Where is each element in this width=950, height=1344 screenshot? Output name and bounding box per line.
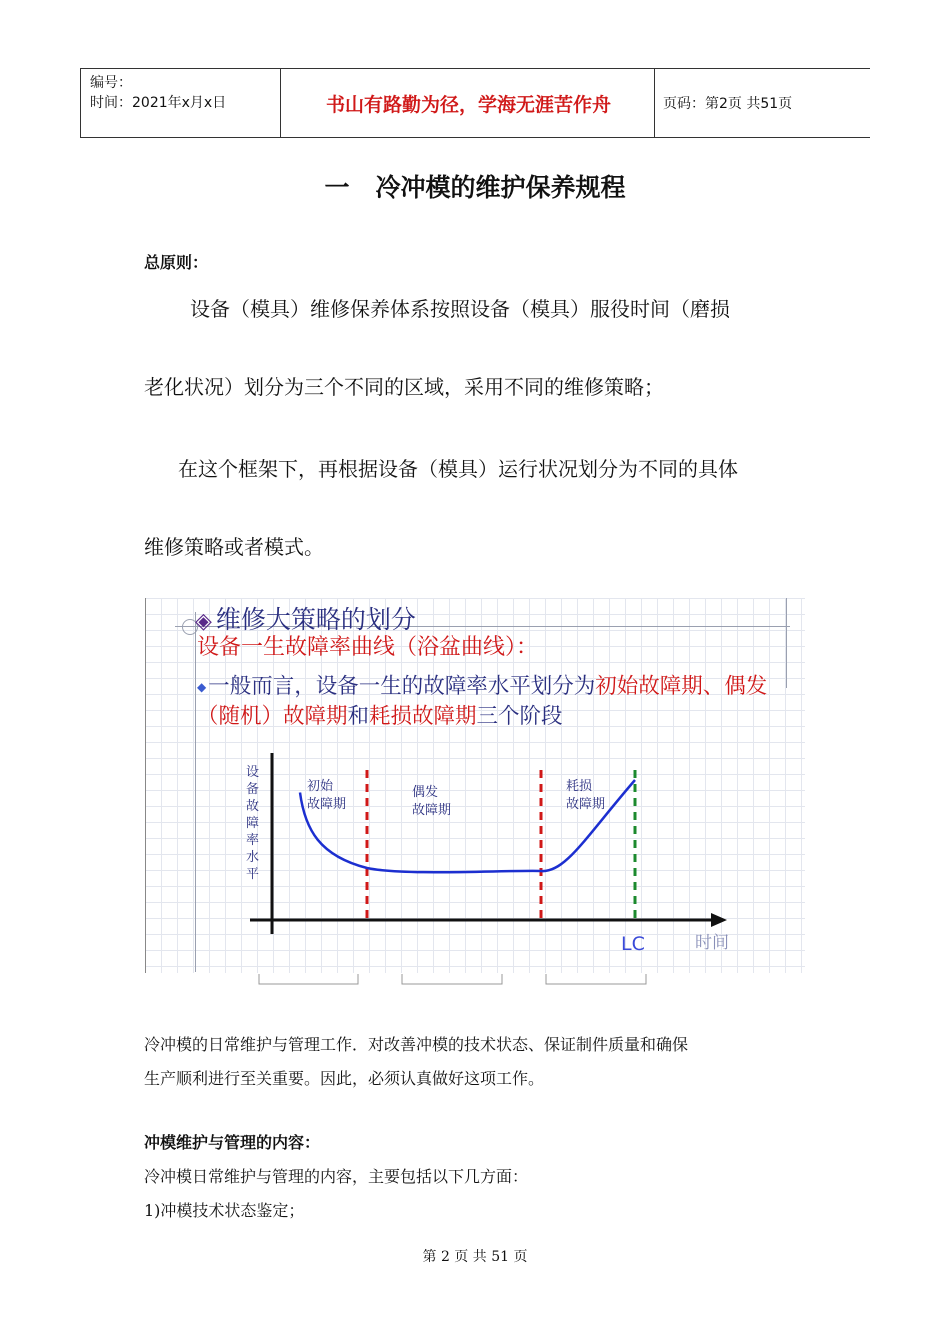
bathtub-curve-chart (145, 598, 805, 973)
principle-paragraph-1 (144, 270, 809, 426)
slide-text-a: 一般而言，设备一生的故障率水平划分为 (208, 674, 596, 699)
para2-line1: 在这个框架下，再根据设备（模具）运行状况划分为不同的具体 (178, 457, 738, 481)
content-line1: 冷冲模日常维护与管理的内容，主要包括以下几方面： (144, 1167, 529, 1186)
chart-y-label (246, 765, 259, 882)
y-label-char: 设 (246, 765, 260, 780)
region-label-wearout-2: 故障期 (566, 797, 606, 812)
header-page-label: 页码：第2页 共51页 (663, 96, 793, 112)
header-id-label: 编号： (90, 75, 132, 91)
y-label-char: 水 (246, 850, 260, 865)
header-date-label: 时间：2021年x月x日 (90, 95, 227, 111)
para1-line2: 老化状况）划分为三个不同的区域，采用不同的维修策略； (144, 375, 664, 399)
x-axis-label: 时间 (695, 933, 729, 953)
page-footer: 第 2 页 共 51 页 (422, 1249, 528, 1265)
slide-bottom-brackets (258, 974, 658, 988)
slide-text-d: 耗损故障期 (369, 704, 477, 729)
region-label-random-2: 故障期 (412, 803, 452, 818)
slide-text-c: 和 (347, 704, 370, 729)
content-list (144, 1160, 814, 1228)
region-label-random-1: 偶发 (412, 785, 439, 800)
slide-subheading: 设备一生故障率曲线（浴盆曲线）： (197, 635, 539, 660)
para2-line2: 维修策略或者模式。 (144, 535, 324, 559)
strategy-slide-image (145, 598, 805, 973)
y-label-char: 故 (246, 799, 260, 814)
region-label-initial-2: 故障期 (307, 797, 347, 812)
content-line2: 1)冲模技术状态鉴定； (144, 1201, 305, 1220)
bracket-1 (259, 974, 358, 984)
slide-text-e: 三个阶段 (476, 704, 563, 729)
chart-x-axis-arrow (711, 913, 727, 927)
y-label-char: 率 (246, 833, 260, 848)
maintenance-line2: 生产顺利进行至关重要。因此，必须认真做好这项工作。 (144, 1069, 545, 1088)
diamond-icon: ◈ (195, 609, 212, 634)
region-label-wearout-1: 耗损 (566, 779, 593, 794)
section-heading-content: 冲模维护与管理的内容： (144, 1133, 321, 1152)
title-number: 一 (324, 173, 350, 202)
bracket-3 (546, 974, 646, 984)
section-heading-principle: 总原则： (144, 253, 209, 272)
header-motto: 书山有路勤为径，学海无涯苦作舟 (325, 93, 611, 116)
maintenance-line1: 冷冲模的日常维护与管理工作．对改善冲模的技术状态、保证制件质量和确保 (144, 1035, 689, 1054)
maintenance-paragraph (144, 1028, 814, 1096)
y-label-char: 备 (246, 782, 260, 797)
header-divider-1 (280, 69, 281, 137)
slide-heading-text: 维修大策略的划分 (215, 605, 416, 634)
slide-text-b: 初始故障期、偶发（随机）故障期 (197, 674, 768, 729)
y-label-char: 平 (246, 867, 260, 882)
page-title (0, 168, 950, 204)
x-marker-lc: LC (621, 933, 645, 955)
header-border-left (80, 69, 81, 137)
document-header (80, 68, 870, 138)
small-diamond-icon: ◆ (197, 680, 207, 694)
title-text: 冷冲模的维护保养规程 (375, 173, 626, 202)
bracket-2 (402, 974, 502, 984)
header-left-cell (90, 73, 226, 113)
region-label-initial-1: 初始 (307, 779, 334, 794)
para1-line1: 设备（模具）维修保养体系按照设备（模具）服役时间（磨损 (190, 297, 730, 321)
principle-paragraph-2 (144, 430, 809, 586)
y-label-char: 障 (246, 816, 260, 831)
